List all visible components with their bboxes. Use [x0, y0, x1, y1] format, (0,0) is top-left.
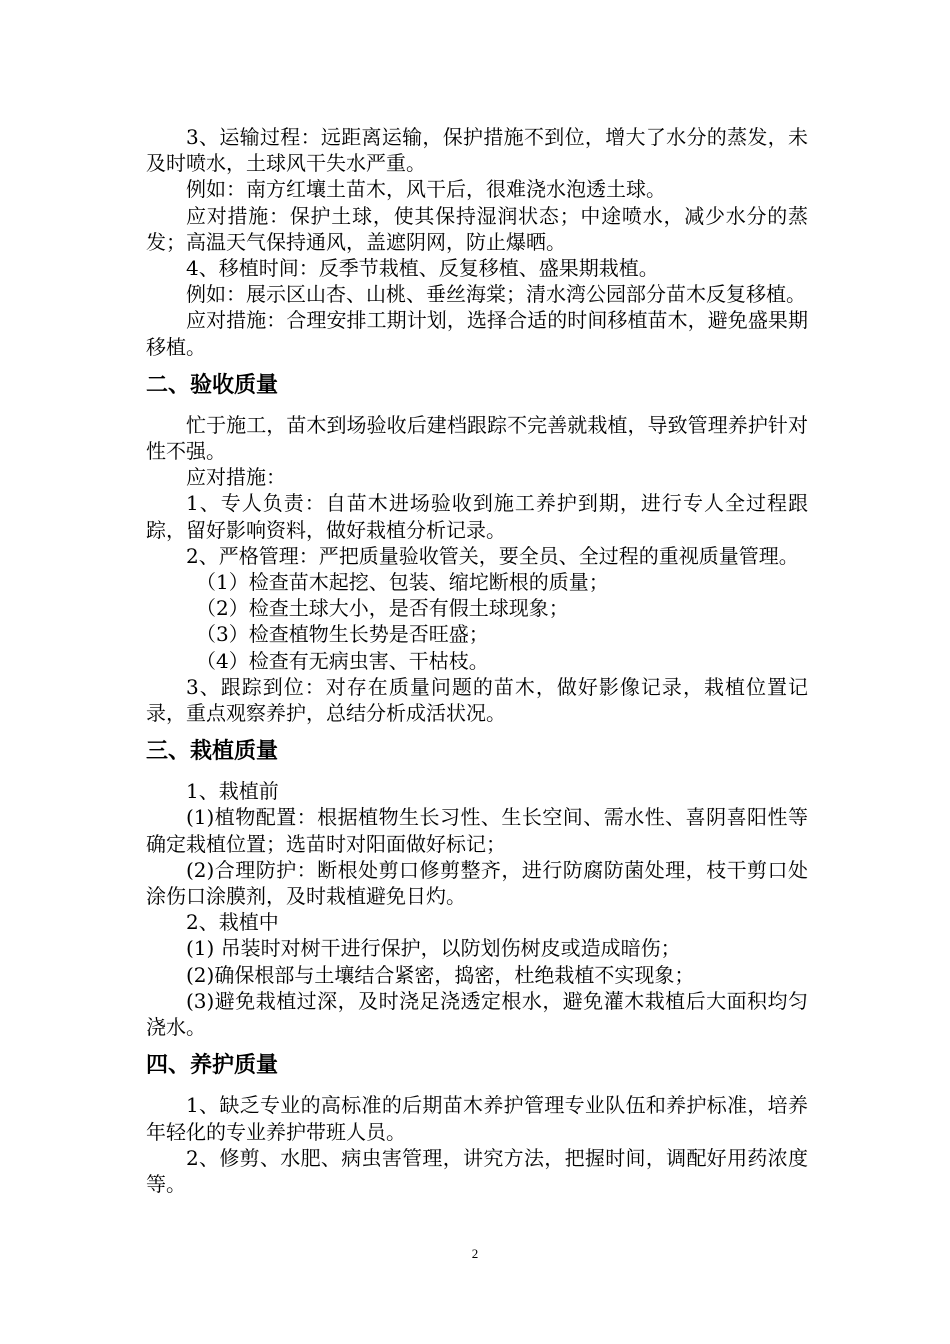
paragraph: (3)避免栽植过深，及时浇足浇透定根水，避免灌木栽植后大面积均匀浇水。	[146, 988, 808, 1040]
list-item: （1）检查苗木起挖、包装、缩坨断根的质量；	[196, 570, 609, 595]
list-item: （4）检查有无病虫害、干枯枝。	[196, 648, 489, 673]
paragraph: 应对措施：保护土球，使其保持湿润状态；中途喷水，减少水分的蒸发；高温天气保持通风，盖遮阴网，防止爆晒。	[146, 203, 808, 254]
paragraph: (2)确保根部与土壤结合紧密，捣密，杜绝栽植不实现象；	[186, 962, 695, 987]
paragraph: 1、缺乏专业的高标准的后期苗木养护管理专业队伍和养护标准，培养年轻化的专业养护带班人员。	[146, 1093, 808, 1144]
paragraph: 1、专人负责：自苗木进场验收到施工养护到期，进行专人全过程跟踪，留好影响资料，做好栽植分析记录。	[146, 491, 808, 542]
section-heading-planting: 三、栽植质量	[146, 739, 279, 765]
paragraph: (2)合理防护：断根处剪口修剪整齐，进行防腐防菌处理，枝干剪口处涂伤口涂膜剂，及时栽植避免日灼。	[146, 857, 808, 909]
paragraph: 2、栽植中	[186, 910, 279, 935]
paragraph: 忙于施工，苗木到场验收后建档跟踪不完善就栽植，导致管理养护针对性不强。	[146, 412, 808, 464]
paragraph: (1) 吊装时对树干进行保护，以防划伤树皮或造成暗伤；	[186, 936, 681, 961]
paragraph: 1、栽植前	[186, 779, 279, 804]
document-body	[146, 124, 808, 1197]
paragraph: 3、运输过程：远距离运输，保护措施不到位，增大了水分的蒸发，未及时喷水，土球风干失水严重。	[146, 125, 808, 176]
paragraph: 例如：南方红壤土苗木，风干后，很难浇水泡透土球。	[186, 177, 666, 202]
page-number: 2	[471, 1246, 479, 1261]
paragraph: 3、跟踪到位：对存在质量问题的苗木，做好影像记录，栽植位置记录，重点观察养护，总结分析成活状况。	[146, 674, 808, 726]
paragraph: 2、严格管理：严把质量验收管关，要全员、全过程的重视质量管理。	[186, 543, 799, 568]
paragraph: 应对措施：合理安排工期计划，选择合适的时间移植苗木，避免盛果期移植。	[146, 308, 808, 359]
paragraph: (1)植物配置：根据植物生长习性、生长空间、需水性、喜阴喜阳性等确定栽植位置；选苗时对阳面做好标记；	[146, 805, 808, 856]
section-heading-acceptance: 二、验收质量	[146, 372, 279, 398]
list-item: （3）检查植物生长势是否旺盛；	[196, 622, 489, 647]
paragraph: 4、移植时间：反季节栽植、反复移植、盛果期栽植。	[186, 256, 659, 281]
paragraph: 2、修剪、水肥、病虫害管理，讲究方法，把握时间，调配好用药浓度等。	[146, 1145, 808, 1196]
section-heading-maintenance: 四、养护质量	[146, 1053, 279, 1079]
list-item: （2）检查土球大小，是否有假土球现象；	[196, 596, 569, 621]
paragraph: 应对措施：	[186, 465, 286, 490]
paragraph: 例如：展示区山杏、山桃、垂丝海棠；清水湾公园部分苗木反复移植。	[186, 282, 806, 307]
